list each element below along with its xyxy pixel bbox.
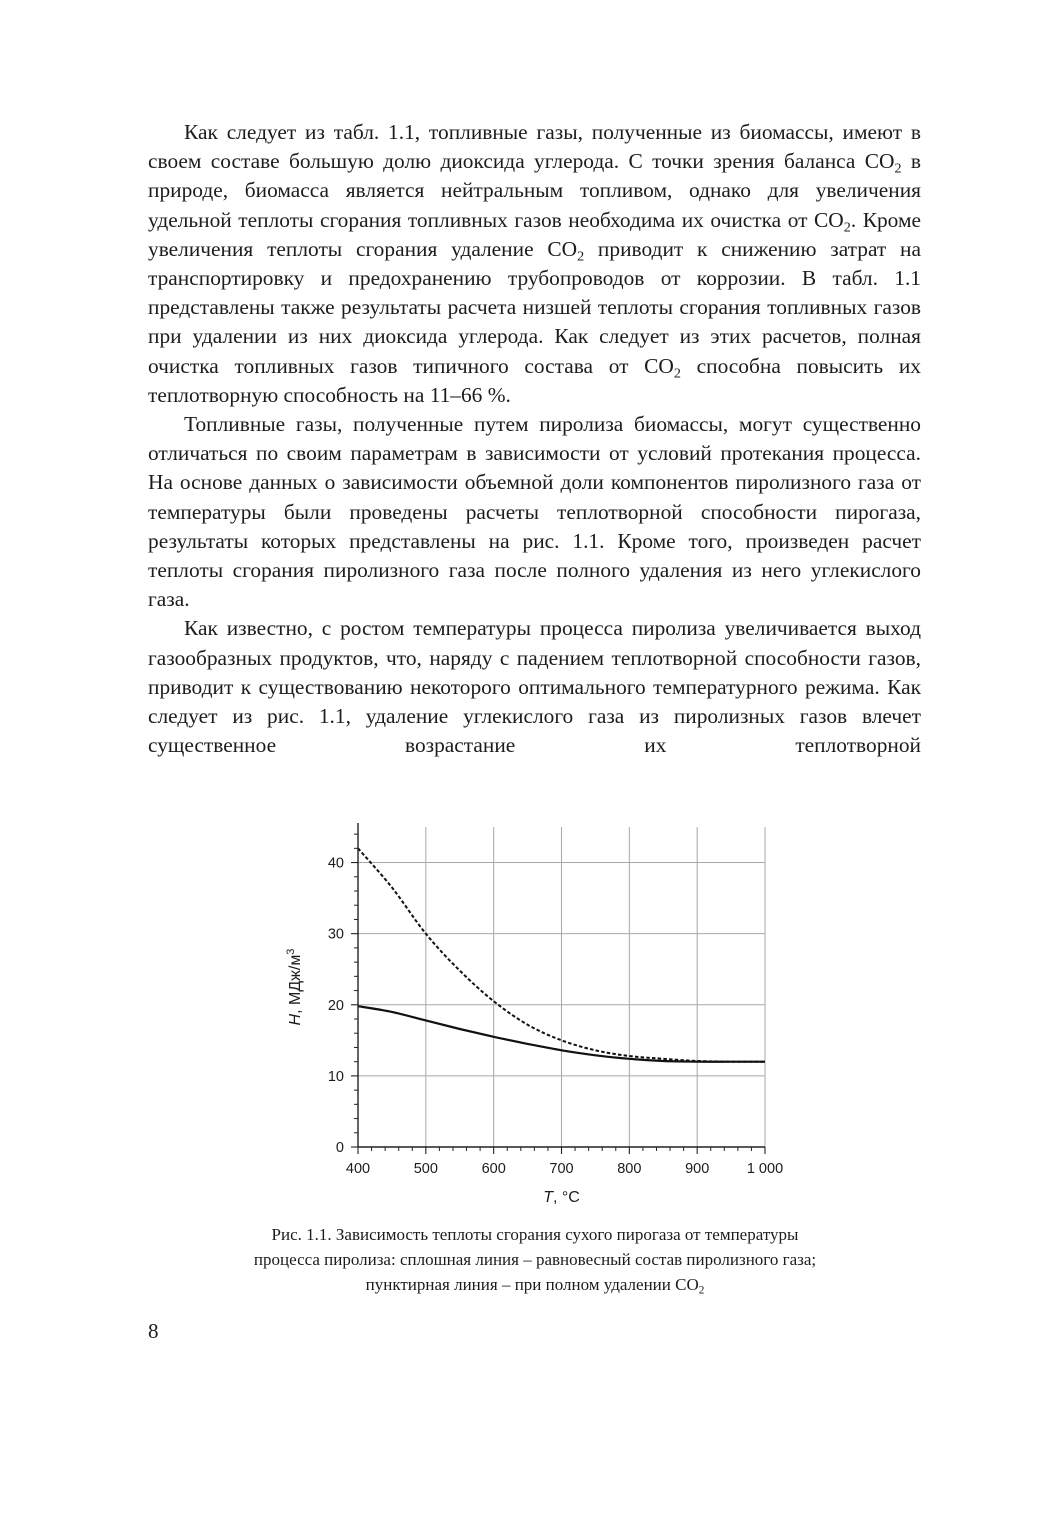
caption-line-3-text: пунктирная линия – при полном удалении CO [365, 1275, 699, 1294]
y-axis-title [285, 949, 304, 1026]
x-tick-label: 1 000 [746, 1161, 784, 1177]
y-tick-label: 0 [335, 1140, 344, 1156]
paragraph-1-part-e: способна повысить их теплотворную способность на 11–66 %. [148, 353, 921, 407]
figure-caption [150, 1222, 920, 1297]
x-tick-label: 400 [345, 1161, 371, 1177]
x-tick-label: 500 [413, 1161, 438, 1177]
y-tick-label: 10 [327, 1068, 344, 1085]
y-tick-label: 40 [327, 855, 344, 872]
y-tick-label: 20 [327, 997, 344, 1014]
page-number: 8 [148, 1319, 159, 1343]
y-axis-unit: , МДж/м [287, 954, 304, 1014]
co2-subscript: 2 [577, 248, 585, 265]
body-text [148, 118, 921, 760]
co2-subscript: 2 [894, 160, 902, 177]
paragraph-1-part-c: . Кроме увеличения теплоты сгорания удаление CO [148, 207, 921, 261]
y-tick-label: 30 [327, 926, 344, 943]
tick-labels [328, 856, 783, 1177]
co2-subscript: 2 [673, 365, 681, 382]
paragraph-1-part-d: приводит к снижению затрат на транспортировку и предохранению трубопроводов от коррозии. В табл. 1.1 представлены также результаты расчета низшей теплоты сгорания топливных газов при удалении из них диоксида углерода. Как следует из этих расчетов, полная очистка топливных газов типичного состава от CO [148, 236, 921, 378]
chart-grid [358, 827, 765, 1147]
x-tick-label: 800 [617, 1161, 642, 1177]
x-tick-label: 600 [481, 1161, 506, 1177]
paragraph-1-part-b: в природе, биомасса является нейтральным топливом, однако для увеличения удельной теплоты сгорания топливных газов необходима их очистка от CO [148, 149, 922, 232]
figure-1-1-chart [280, 815, 800, 1210]
x-axis-title [543, 1189, 580, 1206]
y-axis-variable: H [287, 1013, 304, 1026]
x-tick-label: 700 [549, 1161, 574, 1177]
paragraph-1-part-a: Как следует из табл. 1.1, топливные газы, полученные из биомассы, имеют в своем составе большую долю диоксида углерода. С точки зрения баланса CO [148, 120, 921, 174]
chart-svg [280, 815, 800, 1210]
caption-line-1: Рис. 1.1. Зависимость теплоты сгорания сухого пирогаза от температуры [271, 1225, 799, 1244]
co2-subscript: 2 [843, 219, 851, 236]
x-axis-variable: T [543, 1189, 553, 1206]
y-axis-unit-superscript: 3 [285, 948, 297, 955]
x-axis-unit: , °C [552, 1189, 580, 1206]
x-tick-label: 900 [685, 1161, 710, 1177]
paragraph-1 [148, 118, 921, 410]
caption-co2-subscript: 2 [698, 1284, 705, 1297]
chart-ticks [351, 834, 765, 1154]
paragraph-3: Как известно, с ростом температуры процесса пиролиза увеличивается выход газообразных продуктов, что, наряду с падением теплотворной способности газов, приводит к существованию некоторого оптимального температурного режима. Как следует из рис. 1.1, удаление углекислого газа из пиролизных газов влечет существенное возрастание их теплотворной [148, 616, 921, 758]
paragraph-2: Топливные газы, полученные путем пиролиза биомассы, могут существенно отличаться по своим параметрам в зависимости от условий протекания процесса. На основе данных о зависимости объемной доли компонентов пиролизного газа от температуры были проведены расчеты теплотворной способности пирогаза, результаты которых представлены на рис. 1.1. Кроме того, произведен расчет теплоты сгорания пиролизного газа после полного удаления из него углекислого газа. [148, 412, 921, 612]
caption-line-2: процесса пиролиза: сплошная линия – равновесный состав пиролизного газа; [253, 1250, 817, 1269]
caption-line-3 [150, 1272, 920, 1297]
